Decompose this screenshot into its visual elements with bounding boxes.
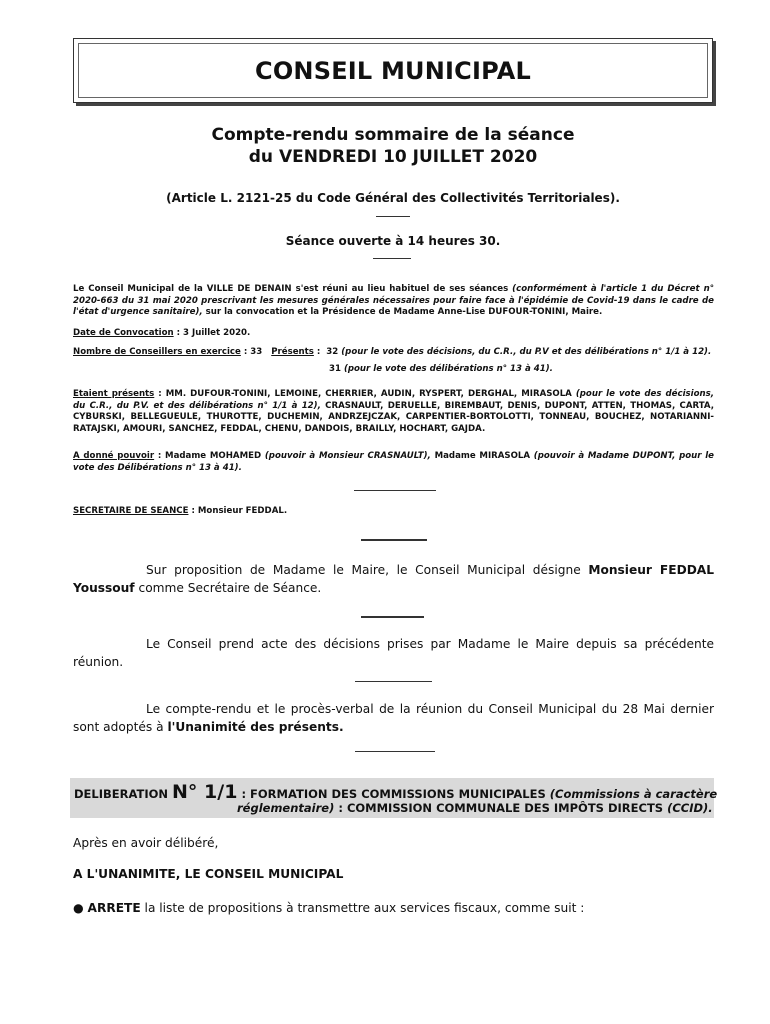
article-reference: (Article L. 2121-25 du Code Général des Collectivités Territoriales). [166, 191, 620, 205]
divider [376, 216, 410, 217]
page-title: CONSEIL MUNICIPAL [255, 56, 531, 85]
presents-count-2: 31 (pour le vote des délibérations n° 13 à 41). [329, 364, 553, 374]
deliberation-heading: DELIBERATION N° 1/1 : FORMATION DES COMMISSIONS MUNICIPALES (Commissions à caractère réglementaire) : COMMISSION COMMUNALE DES IMPÔTS DIRECTS (CCID). [70, 778, 714, 818]
bullet-icon: ● [73, 901, 84, 915]
arrete-line: ● ARRETE la liste de propositions à transmettre aux services fiscaux, comme suit : [73, 901, 585, 915]
session-subtitle [73, 124, 713, 168]
divider [361, 539, 427, 541]
conseillers-count: Nombre de Conseillers en exercice : 33 Présents : 32 (pour le vote des décisions, du C.R., du P.V et des délibérations n° 1/1 à 12). [73, 347, 712, 357]
delibere-text: Après en avoir délibéré, [73, 836, 219, 850]
title-box [73, 38, 713, 103]
subtitle-line-2: du VENDREDI 10 JUILLET 2020 [248, 147, 538, 167]
compte-rendu-paragraph: Le compte-rendu et le procès-verbal de la réunion du Conseil Municipal du 28 Mai dernier sont adoptés à l'Unanimité des présents. [73, 702, 714, 734]
secretaire-de-seance: SECRETAIRE DE SEANCE : Monsieur FEDDAL. [73, 506, 288, 516]
secretaire-paragraph: Sur proposition de Madame le Maire, le Conseil Municipal désigne Monsieur FEDDAL Youssouf comme Secrétaire de Séance. [73, 563, 715, 595]
deliberation-number: N° 1/1 [172, 781, 238, 803]
etaient-presents: Etaient présents : MM. DUFOUR-TONINI, LEMOINE, CHERRIER, AUDIN, RYSPERT, DERGHAL, MIRASOLA (pour le vote des décisions, du C.R., du P.V. et des délibérations n° 1/1 à 12), CRASNAULT, DERUELLE, BIREMBAUT, DENIS, DUPONT, ATTEN, THOMAS, CARTA, CYBURSKI, BELLEGUEULE, THUROTTE, DUCHEMIN, ANDRZEJCZAK, CARPENTIER-BORTOLOTTI, TONNEAU, BOUCHEZ, NOTARIANNI-RATAJSKI, AMOURI, SANCHEZ, FEDDAL, CHENU, DANDOIS, BRAILLY, HOCHART, GAJDA. [73, 389, 715, 434]
divider [361, 616, 424, 618]
pouvoir: A donné pouvoir : Madame MOHAMED (pouvoir à Monsieur CRASNAULT), Madame MIRASOLA (pouvoir à Madame DUPONT, pour le vote des Délibérations n° 13 à 41). [73, 451, 714, 473]
divider [354, 490, 436, 491]
intro-paragraph: Le Conseil Municipal de la VILLE DE DENAIN s'est réuni au lieu habituel de ses séances (conformément à l'article 1 du Décret n° 2020-663 du 31 mai 2020 prescrivant les mesures générales nécessaires pour faire face à l'épidémie de Covid-19 dans le cadre de l'état d'urgence sanitaire), sur la convocation et la Présidence de Madame Anne-Lise DUFOUR-TONINI, Maire. [73, 284, 714, 318]
decisions-paragraph: Le Conseil prend acte des décisions prises par Madame le Maire depuis sa précédente réunion. [73, 637, 714, 669]
session-opening: Séance ouverte à 14 heures 30. [285, 234, 501, 248]
subtitle-line-1: Compte-rendu sommaire de la séance [211, 125, 575, 145]
divider [355, 681, 432, 682]
unanimite-heading: A L'UNANIMITE, LE CONSEIL MUNICIPAL [73, 867, 344, 881]
divider [355, 751, 435, 752]
convocation-date: Date de Convocation : 3 Juillet 2020. [73, 328, 251, 338]
divider [373, 258, 411, 259]
